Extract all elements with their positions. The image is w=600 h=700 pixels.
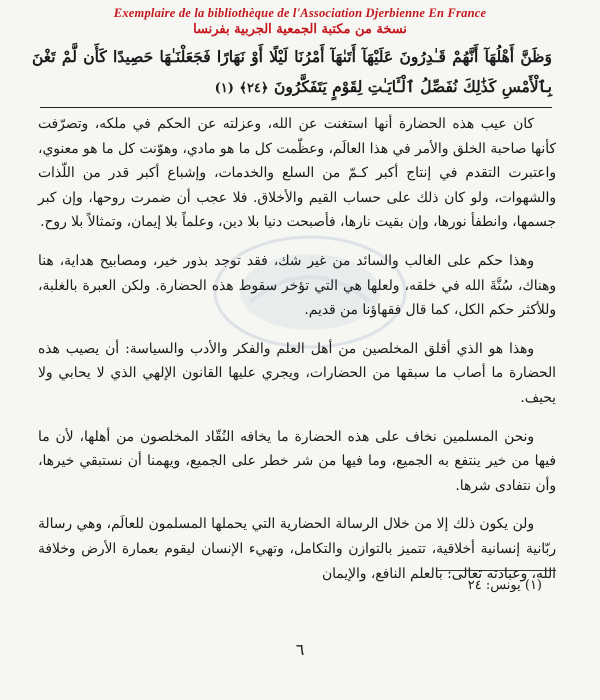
paragraph: ونحن المسلمين نخاف على هذه الحضارة ما يخافه النُقّاد المخلصون من أهلها، لأن ما فيها من خير ينتفع به الجميع، وما فيها من شر خطر على الجميع، ويهمنا أن نستبقي خيرها، وأن نتفادى شرها. [38, 428, 556, 494]
verse-divider [40, 107, 552, 108]
paragraph: ولن يكون ذلك إلا من خلال الرسالة الحضارية التي يحملها المسلمون للعالَم، وهي رسالة ربّانية إنسانية أخلاقية، تتميز بالتوازن والتكامل، وتهيء الإنسان ليقوم بعمارة الأرض وخلافة الله، وعبادته تعالى: بالعلم النافع، والإيمان [38, 516, 556, 582]
footnote-ref: (١) [214, 81, 234, 96]
paragraph: وهذا هو الذي أقلق المخلصين من أهل العلم والفكر والأدب والسياسة: أن يصيب هذه الحضارة ما أصاب ما سبقها من الحضارات، ويجري عليها القانون الإلهي الذي لا يحابي ولا يحيف. [38, 340, 556, 406]
quran-verse [32, 42, 552, 104]
verse-text: وَظَنَّ أَهْلُهَآ أَنَّهُمْ قَـٰدِرُونَ عَلَيْهَآ أَتَىٰهَآ أَمْرُنَا لَيْلًا أَوْ نَهَارًا فَجَعَلْنَـٰهَا حَصِيدًا كَأَن لَّمْ تَغْنَ بِٱلْأَمْسِ كَذَٰلِكَ نُفَصِّلُ ٱلْـَٔايَـٰتِ لِقَوْمٍ يَتَفَكَّرُونَ [32, 47, 552, 96]
body-text [38, 112, 556, 600]
footnote: (١) يونس: ٢٤ [467, 578, 542, 593]
ayah-mark: ﴿٢٤﴾ [239, 81, 269, 96]
footnote-divider [436, 570, 556, 571]
header-latin: Exemplaire de la bibliothèque de l'Association Djerbienne En France [113, 6, 487, 20]
header-arabic: نسخة من مكتبة الجمعية الجربية بفرنسا [193, 22, 407, 37]
paragraph: كان عيب هذه الحضارة أنها استغنت عن الله، وعزلته عن الحكم في ملكه، وتصرّفت كأنها صاحبة الخلق والأمر في هذا العالَم، وعظّمت كل ما هو مادي، وهوّنت كل ما هو معنوي، واعتبرت التقدم في إنتاج أكبر كـمّ من السلع والخدمات، وإشباع أكبر قدر من اللّذات والشهوات، ولو كان ذلك على حساب القيم والأخلاق. فلا عجب أن ضمرت روحها، وإن كبر جسمها، وانطفأ نورها، وإن بقيت نارها، فأصبحت دنيا بلا دين، وعلماً بلا إيمان، وتمثالاً بلا روح. [38, 116, 556, 231]
library-header [0, 6, 600, 37]
paragraph: وهذا حكم على الغالب والسائد من غير شك، فقد توجد بذور خير، ومصابيح هداية، هنا وهناك، سُنَّةَ الله في خلقه، ولعلها هي التي تؤخر سقوط هذه الحضارة. ولكن العبرة بالغلبة، وللأكثر حكم الكل، كما قال فقهاؤنا من قديم. [38, 252, 556, 319]
page-number: ٦ [295, 640, 305, 659]
